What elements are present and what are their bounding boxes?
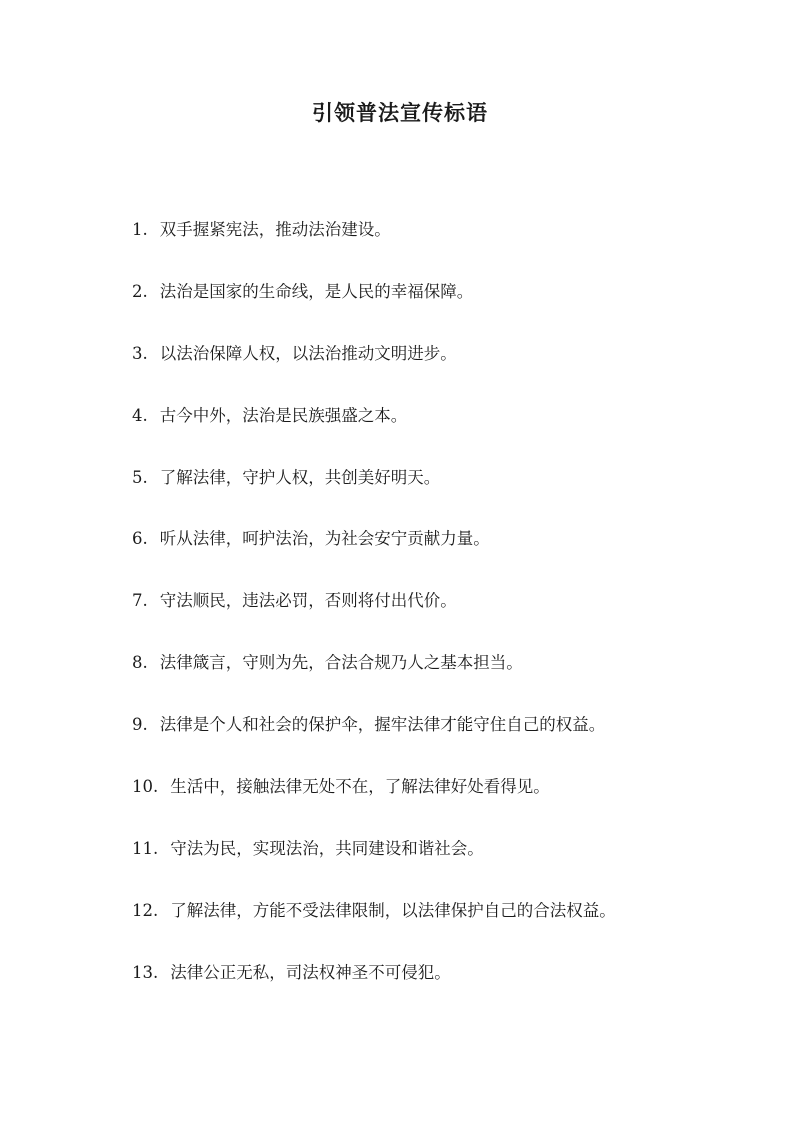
list-item (132, 276, 760, 338)
item-number: 5. (132, 467, 148, 487)
item-number: 11. (132, 838, 159, 858)
item-text: 守法顺民，违法必罚，否则将付出代价。 (159, 591, 457, 611)
list-item (132, 957, 760, 1019)
list-item (132, 338, 760, 400)
item-text: 法律是个人和社会的保护伞，握牢法律才能守住自己的权益。 (159, 715, 606, 735)
item-text: 法治是国家的生命线，是人民的幸福保障。 (159, 281, 474, 301)
item-number: 9. (132, 715, 148, 735)
item-text: 守法为民，实现法治，共同建设和谐社会。 (170, 838, 484, 858)
item-number: 1. (132, 220, 148, 239)
item-text: 以法治保障人权，以法治推动文明进步。 (159, 343, 457, 363)
item-number: 10. (132, 777, 159, 797)
item-number: 8. (132, 653, 148, 673)
list-item (132, 709, 760, 771)
list-item (132, 523, 760, 585)
item-text: 双手握紧宪法，推动法治建设。 (159, 220, 391, 239)
item-number: 13. (132, 962, 159, 982)
item-number: 12. (132, 900, 159, 920)
document-title: 引领普法宣传标语 (312, 100, 488, 125)
item-text: 生活中，接触法律无处不在，了解法律好处看得见。 (170, 777, 550, 797)
list-item (132, 895, 760, 957)
list-item (132, 647, 760, 709)
list-item (132, 400, 760, 462)
item-number: 3. (132, 343, 148, 363)
slogan-list (132, 214, 760, 1019)
item-number: 2. (132, 281, 148, 301)
item-text: 法律箴言，守则为先，合法合规乃人之基本担当。 (159, 653, 523, 673)
list-item (132, 585, 760, 647)
list-item (132, 833, 760, 895)
item-text: 古今中外，法治是民族强盛之本。 (159, 405, 408, 425)
item-text: 了解法律，守护人权，共创美好明天。 (159, 467, 441, 487)
item-number: 4. (132, 405, 148, 425)
item-text: 法律公正无私，司法权神圣不可侵犯。 (170, 962, 451, 982)
item-text: 了解法律，方能不受法律限制，以法律保护自己的合法权益。 (170, 900, 616, 920)
list-item (132, 771, 760, 833)
item-text: 听从法律，呵护法治，为社会安宁贡献力量。 (159, 529, 490, 549)
list-item (132, 462, 760, 524)
item-number: 7. (132, 591, 148, 611)
item-number: 6. (132, 529, 148, 549)
list-item (132, 214, 760, 276)
